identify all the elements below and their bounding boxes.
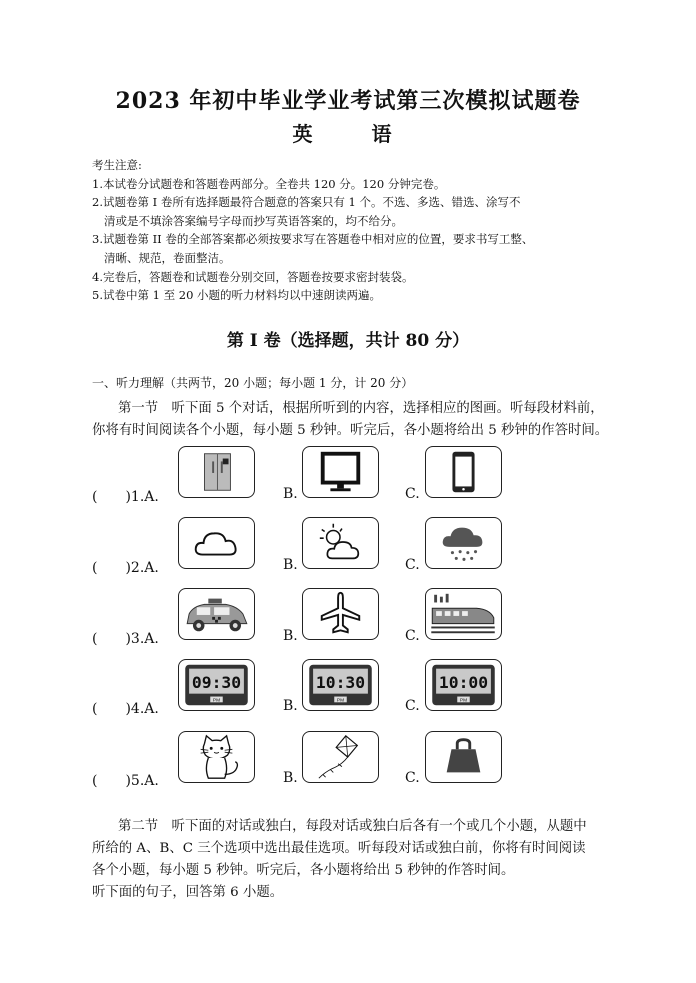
digital-clock-icon (303, 660, 378, 710)
cloud-icon (179, 518, 254, 568)
part-heading: 一、听力理解（共两节，20 小题；每小题 1 分，计 20 分） (92, 376, 414, 390)
option-b-label: B. (283, 698, 298, 714)
option-b-monitor-icon[interactable] (302, 446, 379, 498)
question-label[interactable]: ( )4.A. (92, 701, 159, 717)
notice-heading: 考生注意: (92, 158, 142, 172)
option-a-clock-0930[interactable] (178, 659, 255, 711)
cat-icon (179, 732, 254, 782)
sun-cloud-icon (303, 518, 378, 568)
taxi-icon (179, 589, 254, 639)
clock-time: 10:30 (315, 672, 366, 692)
clock-suffix: PM (459, 698, 468, 704)
option-c-label: C. (405, 628, 420, 644)
instruction-line: 听下面的句子，回答第 6 小题。 (92, 885, 284, 900)
question-label[interactable]: ( )2.A. (92, 560, 159, 576)
option-c-bag-icon[interactable] (425, 731, 502, 783)
notice-line: 清晰、规范，卷面整洁。 (104, 250, 231, 265)
section-title: 第 I 卷（选择题，共计 80 分） (226, 331, 470, 351)
bag-icon (426, 732, 501, 782)
notice-line: 4.完卷后，答题卷和试题卷分别交回，答题卷按要求密封装袋。 (92, 269, 414, 284)
instruction-line: 各个小题，每小题 5 秒钟。听完后，各小题将给出 5 秒钟的作答时间。 (92, 863, 515, 878)
notice-line: 1.本试卷分试题卷和答题卷两部分。全卷共 120 分。120 分钟完卷。 (92, 176, 446, 191)
option-c-label: C. (405, 486, 420, 502)
option-a-fridge-icon[interactable] (178, 446, 255, 498)
clock-time: 09:30 (191, 672, 242, 692)
option-c-label: C. (405, 698, 420, 714)
option-c-label: C. (405, 557, 420, 573)
instruction-line: 第二节 听下面的对话或独白，每段对话或独白后各有一个或几个小题，从题中 (118, 819, 587, 834)
option-c-rain-cloud-icon[interactable] (425, 517, 502, 569)
instruction-line: 第一节 听下面 5 个对话，根据所听到的内容，选择相应的图画。听每段材料前， (118, 401, 604, 416)
notice-line: 3.试题卷第 II 卷的全部答案都必须按要求写在答题卷中相对应的位置，要求书写工整、 (92, 232, 534, 247)
train-icon (426, 589, 501, 639)
question-label[interactable]: ( )5.A. (92, 773, 159, 789)
page-subtitle: 英 语 (292, 122, 418, 146)
option-b-kite-icon[interactable] (302, 731, 379, 783)
option-c-label: C. (405, 770, 420, 786)
option-b-sun-cloud-icon[interactable] (302, 517, 379, 569)
question-label[interactable]: ( )3.A. (92, 631, 159, 647)
option-b-label: B. (283, 770, 298, 786)
option-b-label: B. (283, 557, 298, 573)
question-label[interactable]: ( )1.A. (92, 489, 159, 505)
instruction-line: 你将有时间阅读各个小题，每小题 5 秒钟。听完后，各小题将给出 5 秒钟的作答时间。 (92, 423, 609, 438)
option-b-label: B. (283, 486, 298, 502)
digital-clock-icon (179, 660, 254, 710)
section1-instructions (92, 398, 612, 442)
option-c-phone-icon[interactable] (425, 446, 502, 498)
option-b-airplane-icon[interactable] (302, 588, 379, 640)
notice-line: 5.试卷中第 1 至 20 小题的听力材料均以中速朗读两遍。 (92, 288, 382, 303)
option-c-clock-1000[interactable] (425, 659, 502, 711)
phone-icon (426, 447, 501, 497)
option-b-clock-1030[interactable] (302, 659, 379, 711)
page-title: 2023 年初中毕业学业考试第三次模拟试题卷 (115, 88, 581, 114)
instruction-line: 所给的 A、B、C 三个选项中选出最佳选项。听每段对话或独白前，你将有时间阅读 (92, 841, 586, 856)
airplane-icon (303, 589, 378, 639)
digital-clock-icon (426, 660, 501, 710)
notice-line: 清或是不填涂答案编号字母而抄写英语答案的，均不给分。 (104, 213, 403, 228)
monitor-icon (303, 447, 378, 497)
kite-icon (303, 732, 378, 782)
option-a-cat-icon[interactable] (178, 731, 255, 783)
rain-cloud-icon (426, 518, 501, 568)
notice-line: 2.试题卷第 I 卷所有选择题最符合题意的答案只有 1 个。不选、多选、错选、涂写不 (92, 195, 521, 210)
option-c-train-icon[interactable] (425, 588, 502, 640)
clock-time: 10:00 (438, 672, 489, 692)
clock-suffix: PM (336, 698, 345, 704)
option-a-taxi-icon[interactable] (178, 588, 255, 640)
notice-block (92, 156, 612, 305)
clock-suffix: PM (212, 698, 221, 704)
fridge-icon (179, 447, 254, 497)
option-b-label: B. (283, 628, 298, 644)
section2-instructions (92, 816, 612, 904)
option-a-cloud-icon[interactable] (178, 517, 255, 569)
